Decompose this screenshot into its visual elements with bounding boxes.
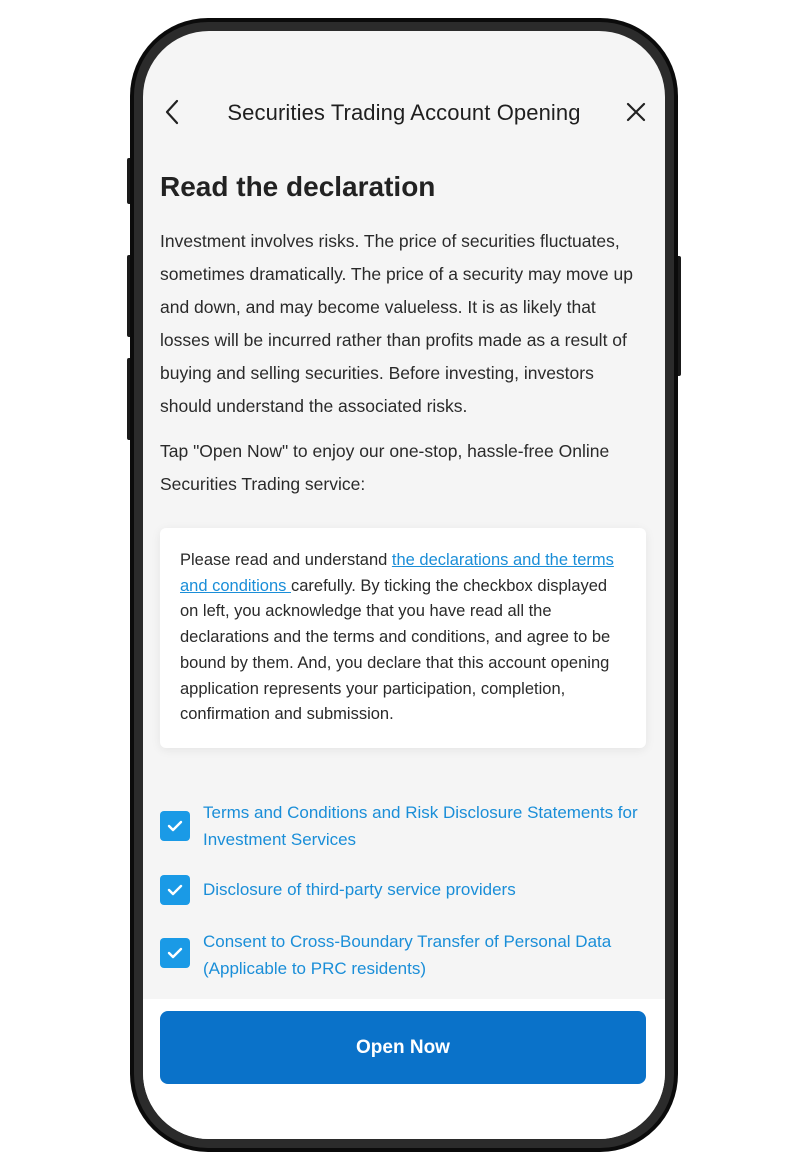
navigation-bar (143, 91, 665, 135)
checkbox-row-cross-boundary[interactable] (160, 930, 650, 986)
app-screen (143, 31, 665, 1139)
checkmark-icon (167, 947, 183, 959)
declarations-terms-link[interactable]: the declarations and the terms and conditions (180, 551, 614, 595)
phone-frame (130, 18, 678, 1152)
declaration-text-after: carefully. By ticking the checkbox displayed on left, you acknowledge that you have read all the declarations and the terms and conditions, and agree to be bound by them. And, you declare that this account opening application represents your participation, completion, confirmation and submission. (180, 576, 611, 724)
back-button[interactable] (157, 97, 187, 127)
checkmark-icon (167, 884, 183, 896)
cross-boundary-checkbox[interactable] (160, 938, 190, 968)
terms-checkbox-label[interactable]: Terms and Conditions and Risk Disclosure Statements for Investment Services (203, 803, 638, 849)
third-party-checkbox[interactable] (160, 875, 190, 905)
open-now-button[interactable]: Open Now (160, 1011, 646, 1084)
declaration-text-before: Please read and understand (180, 551, 392, 569)
terms-checkbox[interactable] (160, 811, 190, 841)
checkbox-row-terms[interactable] (160, 799, 650, 855)
close-icon (625, 101, 647, 123)
chevron-left-icon (164, 99, 180, 125)
checkbox-row-third-party[interactable] (160, 874, 650, 906)
checkmark-icon (167, 820, 183, 832)
intro-text: Tap "Open Now" to enjoy our one-stop, hassle-free Online Securities Trading service: (160, 441, 610, 494)
declaration-card (160, 528, 646, 748)
declaration-heading: Read the declaration (160, 171, 436, 202)
risk-warning-text: Investment involves risks. The price of securities fluctuates, sometimes dramatically. The price of a security may move up and down, and may become valueless. It is as likely that losses will be incurred rather than profits made as a result of buying and selling securities. Before investing, investors should understand the associated risks. (160, 231, 633, 416)
page-title: Securities Trading Account Opening (227, 100, 581, 125)
close-button[interactable] (621, 97, 651, 127)
third-party-checkbox-label[interactable]: Disclosure of third-party service providers (203, 880, 516, 899)
cross-boundary-checkbox-label[interactable]: Consent to Cross-Boundary Transfer of Personal Data (Applicable to PRC residents) (203, 932, 612, 978)
